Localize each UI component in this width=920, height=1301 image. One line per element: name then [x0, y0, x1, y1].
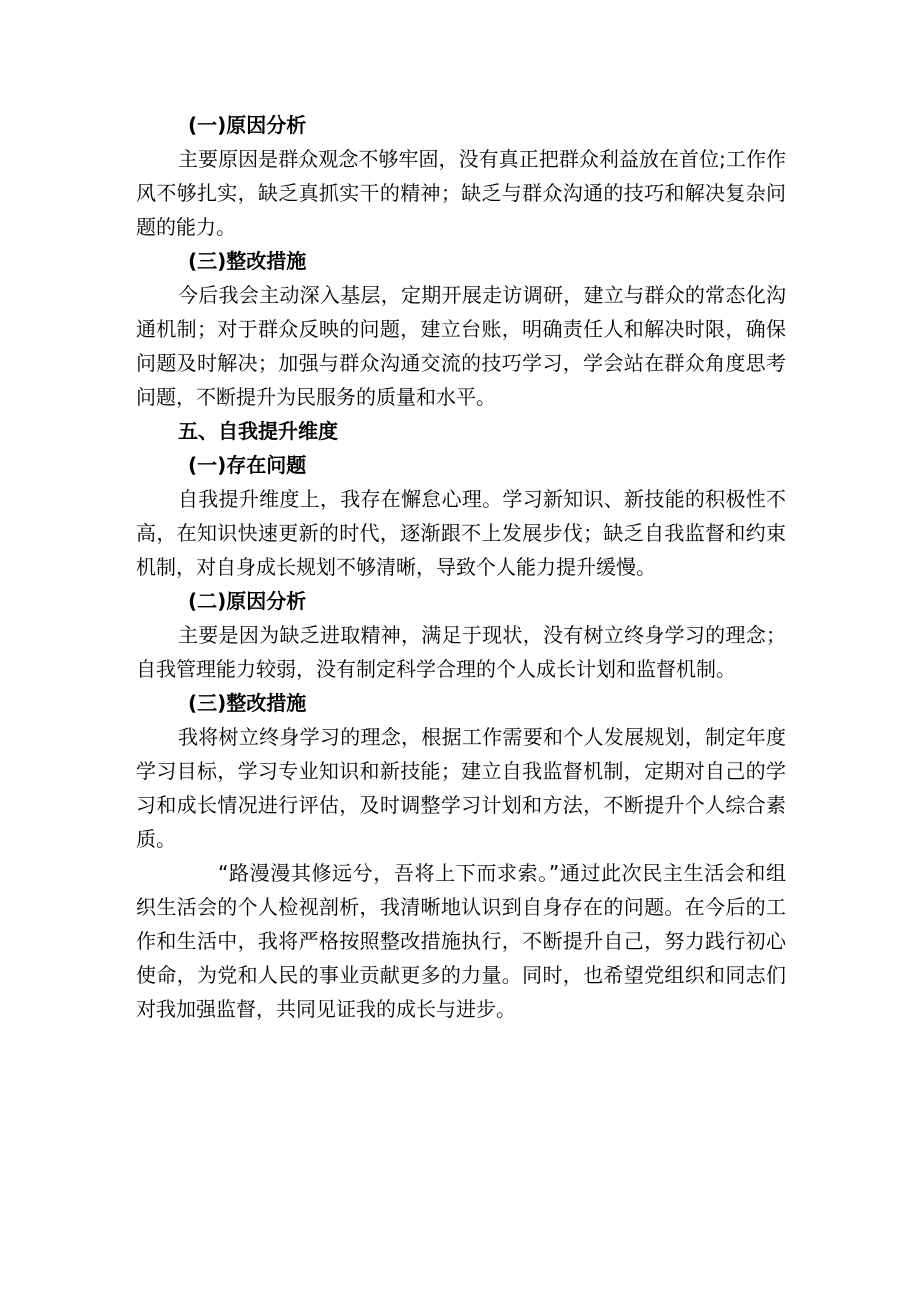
document-body: [136, 108, 786, 1026]
subheading-reason-analysis-2: (二)原因分析: [188, 589, 307, 613]
section-heading-self-improvement: 五、自我提升维度: [178, 419, 338, 443]
paragraph-existing-problems: 自我提升维度上，我存在懈怠心理。学习新知识、新技能的积极性不高，在知识快速更新的时代，逐渐跟不上发展步伐；缺乏自我监督和约束机制，对自身成长规划不够清晰，导致个人能力提升缓慢。: [136, 487, 786, 579]
paragraph-reason-analysis-2: 主要是因为缺乏进取精神，满足于现状，没有树立终身学习的理念；自我管理能力较弱，没有制定科学合理的个人成长计划和监督机制。: [136, 623, 786, 681]
paragraph-rectification-measures-2: 我将树立终身学习的理念，根据工作需要和个人发展规划，制定年度学习目标，学习专业知识和新技能；建立自我监督机制，定期对自己的学习和成长情况进行评估，及时调整学习计划和方法，不断提升个人综合素质。: [136, 725, 786, 851]
subheading-rectification-measures: (三)整改措施: [188, 249, 307, 273]
paragraph-reason-analysis: 主要原因是群众观念不够牢固，没有真正把群众利益放在首位;工作作风不够扎实，缺乏真抓实干的精神；缺乏与群众沟通的技巧和解决复杂问题的能力。: [136, 147, 786, 239]
paragraph-rectification-measures: 今后我会主动深入基层，定期开展走访调研，建立与群众的常态化沟通机制；对于群众反映的问题，建立台账，明确责任人和解决时限，确保问题及时解决；加强与群众沟通交流的技巧学习，学会站在群众角度思考问题，不断提升为民服务的质量和水平。: [136, 283, 786, 409]
subheading-existing-problems: (一)存在问题: [188, 453, 307, 477]
paragraph-closing: “路漫漫其修远兮，吾将上下而求索。”通过此次民主生活会和组织生活会的个人检视剖析，我清晰地认识到自身存在的问题。在今后的工作和生活中，我将严格按照整改措施执行，不断提升自己，努力践行初心使命，为党和人民的事业贡献更多的力量。同时，也希望党组织和同志们对我加强监督，共同见证我的成长与进步。: [136, 861, 786, 1021]
subheading-rectification-measures-2: (三)整改措施: [188, 691, 307, 715]
subheading-reason-analysis: (一)原因分析: [188, 113, 307, 137]
